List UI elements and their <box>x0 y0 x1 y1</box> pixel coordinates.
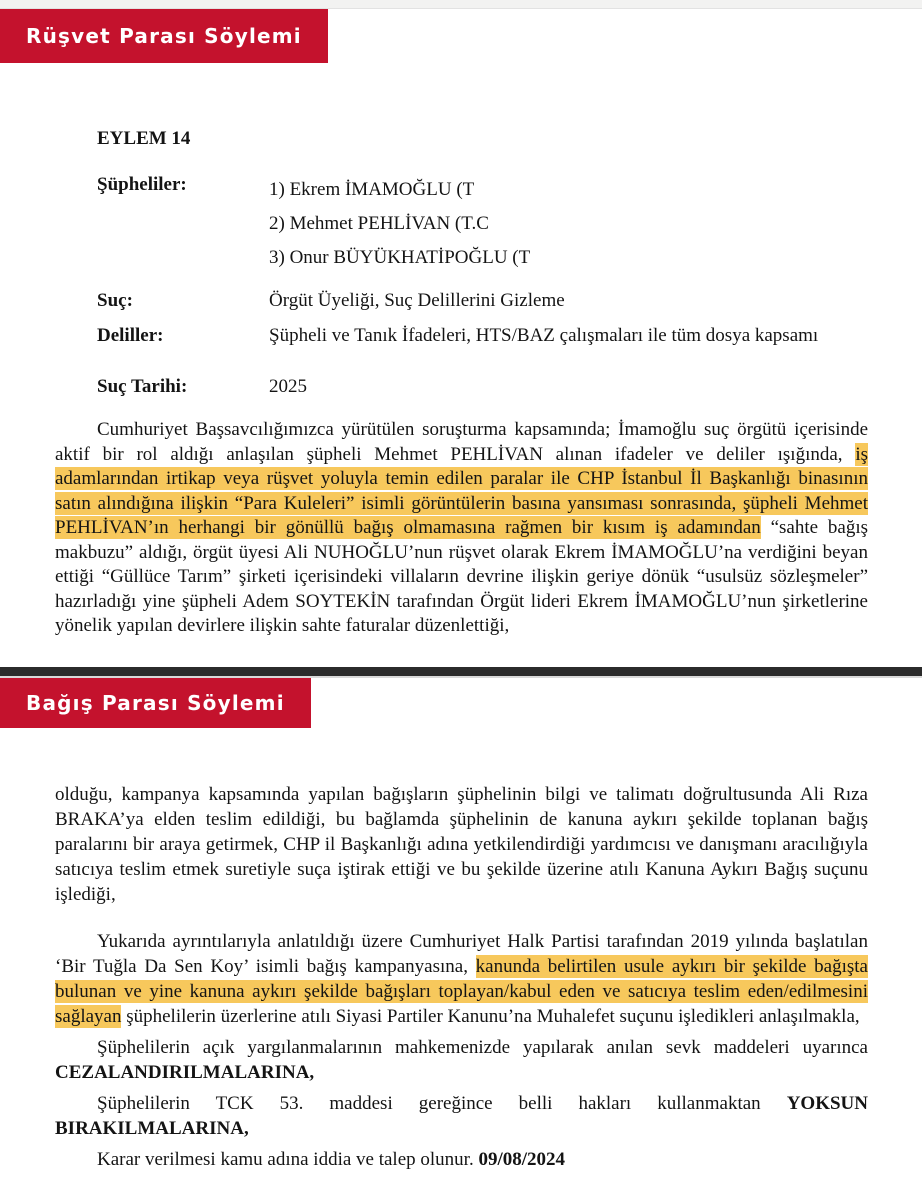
donation-paragraph-2-pre: Yukarıda ayrıntılarıyla anlatıldığı üzere Cumhuriyet Halk Partisi tarafından 2019 yılında başlatılan ‘Bir Tuğla Da Sen Koy’ isimli bağış kampanyasına, <box>55 930 868 977</box>
suspect-line: 3) Onur BÜYÜKHATİPOĞLU (T <box>269 247 531 268</box>
bribe-paragraph-post: “sahte bağış makbuzu” aldığı, örgüt üyesi Ali NUHOĞLU’nun rüşvet olarak Ekrem İMAMOĞLU’na verdiğini beyan ettiği “Güllüce Tarım” şirketi içerisindeki villaların devrine ilişkin geriye dönük “usulsüz sözleşmeler” hazırladığı yine şüpheli Adem SOYTEKİN tarafından Örgüt lideri Ekrem İMAMOĞLU’nun şirketlerine yönelik yapılan devirlere ilişkin sahte faturalar düzenlettiği, <box>55 517 868 636</box>
indictment-section-donation <box>55 782 868 1172</box>
bribe-paragraph-pre: Cumhuriyet Başsavcılığımızca yürütülen soruşturma kapsamında; İmamoğlu suç örgütü içerisinde aktif bir rol aldığı anlaşılan şüpheli Mehmet PEHLİVAN alınan ifadeler ve deliler ışığında, <box>55 419 868 465</box>
evidence-label: Deliller: <box>97 325 164 346</box>
deprivation-paragraph-pre: Şüphelilerin TCK 53. maddesi gereğince belli hakları kullanmaktan <box>97 1092 787 1114</box>
section-divider-bar <box>0 667 922 678</box>
donation-paragraph-2 <box>55 929 868 1029</box>
suspects-label: Şüpheliler: <box>97 174 187 195</box>
closing-line-date: 09/08/2024 <box>478 1148 566 1170</box>
bribe-money-banner <box>0 9 328 63</box>
punishment-paragraph <box>55 1035 868 1085</box>
evidence-value: Şüpheli ve Tanık İfadeleri, HTS/BAZ çalışmaları ile tüm dosya kapsamı <box>269 325 819 346</box>
crime-date-row <box>97 369 868 404</box>
donation-paragraph-2-highlight: kanunda belirtilen usule aykırı bir şekilde bağışta bulunan ve yine kanuna aykırı şekilde bağışları toplayan/kabul eden ve satıcıya teslim eden/edilmesini sağlayan <box>55 955 868 1027</box>
deprivation-paragraph-bold: YOKSUN BIRAKILMALARINA, <box>55 1092 868 1139</box>
suspect-line: 1) Ekrem İMAMOĞLU (T <box>269 179 475 200</box>
crime-value: Örgüt Üyeliği, Suç Delillerini Gizleme <box>269 290 565 311</box>
bribe-paragraph <box>55 418 868 639</box>
suspects-row <box>97 173 868 275</box>
evidence-row <box>97 318 868 353</box>
crime-row <box>97 283 868 318</box>
top-strip <box>0 0 922 9</box>
crime-date-value: 2025 <box>269 376 307 397</box>
deprivation-paragraph <box>55 1091 868 1141</box>
closing-line-text: Karar verilmesi kamu adına iddia ve talep olunur. <box>97 1148 479 1170</box>
punishment-paragraph-bold: CEZALANDIRILMALARINA, <box>55 1061 315 1083</box>
donation-paragraph-1: olduğu, kampanya kapsamında yapılan bağışların şüphelinin bilgi ve talimatı doğrultusunda Ali Rıza BRAKA’ya elden teslim edildiği, bu bağlamda şüphelinin de kanuna aykırı şekilde toplanan bağış paralarını bir araya getirmek, CHP il Başkanlığı adına yetkilendirdiği yardımcısı ve danışmanı aracılığıyla satıcıya teslim etmek suretiyle suça iştirak ettiği ve bu şekilde üzerine atılı Kanuna Aykırı Bağış suçunu işlediği, <box>55 783 868 905</box>
action-number: EYLEM 14 <box>97 128 191 149</box>
punishment-paragraph-pre: Şüphelilerin açık yargılanmalarının mahkemenizde yapılarak anılan sevk maddeleri uyarınca <box>97 1036 868 1058</box>
donation-paragraph-2-post: şüphelilerin üzerlerine atılı Siyasi Partiler Kanunu’na Muhalefet suçunu işledikleri anlaşılmakla, <box>121 1005 860 1027</box>
donation-money-banner <box>0 678 311 728</box>
bribe-money-banner-label: Rüşvet Parası Söylemi <box>26 24 302 48</box>
crime-date-label: Suç Tarihi: <box>97 376 188 397</box>
suspects-list <box>269 173 530 275</box>
donation-money-banner-label: Bağış Parası Söylemi <box>26 690 285 715</box>
suspect-line: 2) Mehmet PEHLİVAN (T.C <box>269 213 489 234</box>
bribe-paragraph-highlight: iş adamlarından irtikap veya rüşvet yoluyla temin edilen paralar ile CHP İstanbul İl Başkanlığı binasının satın alındığına ilişkin “Para Kuleleri” isimli görüntülerin basına yansıması sonrasında, şüpheli Mehmet PEHLİVAN’ın herhangi bir gönüllü bağış olmamasına rağmen bir kısım iş adamından <box>55 443 868 538</box>
indictment-section-bribe <box>55 127 868 639</box>
closing-line <box>55 1147 868 1172</box>
case-header <box>55 127 868 404</box>
crime-label: Suç: <box>97 290 133 311</box>
